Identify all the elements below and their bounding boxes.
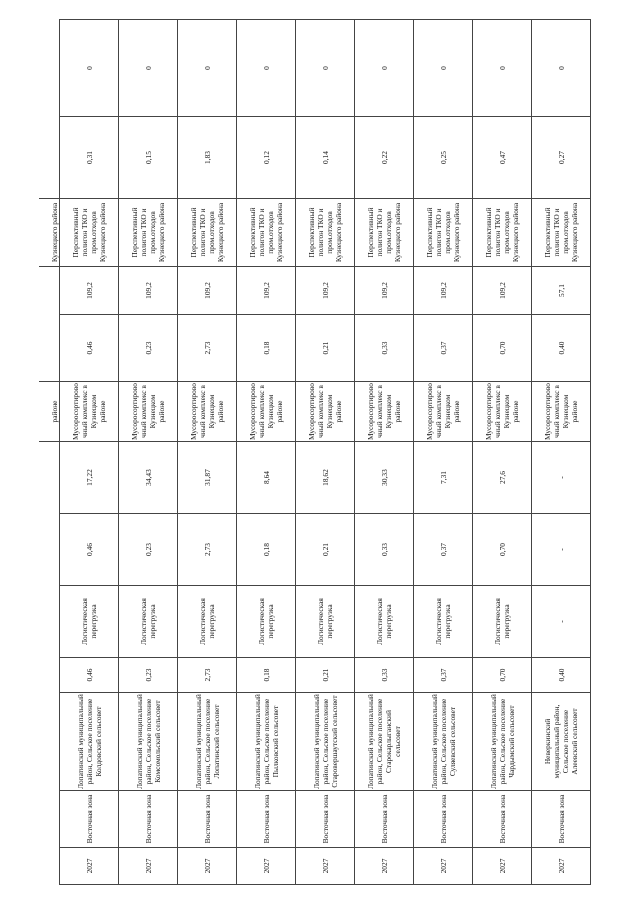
cell-c9: 0,33 [355, 315, 414, 382]
cell-year: 2027 [237, 848, 296, 885]
cell-c10: 57,1 [532, 267, 591, 315]
cell-reason: Логистическая перегрузка [119, 586, 178, 658]
cell-c7: - [532, 442, 591, 514]
cell-reason: Логистическая перегрузка [237, 586, 296, 658]
cell-c6: 0,21 [296, 514, 355, 586]
table-row [355, 20, 414, 885]
cell-landfill: Перспективный полигон ТКО и пром.отходов Кузнецкого района [414, 199, 473, 267]
table-row-continuation [39, 20, 60, 885]
cell-year: 2027 [473, 848, 532, 885]
cell-year: 2027 [60, 848, 119, 885]
cell-facility: Мусоросортировочный комплекс в Кузнецком районе [119, 382, 178, 442]
table-row [60, 20, 119, 885]
cell-zone: Восточная зона [296, 791, 355, 848]
cell-reason: Логистическая перегрузка [355, 586, 414, 658]
cell-location: Лопатинский муниципальный район, Сельское поселение Суляевский сельсовет [414, 693, 473, 791]
cell-c12: 0,27 [532, 117, 591, 199]
cell-c10: 109,2 [473, 267, 532, 315]
cell-c10: 109,2 [355, 267, 414, 315]
cell-c7: 30,33 [355, 442, 414, 514]
cell-c7: 27,6 [473, 442, 532, 514]
cell-zone: Восточная зона [532, 791, 591, 848]
cell-year: 2027 [296, 848, 355, 885]
cell-c13: 0 [355, 20, 414, 117]
cell-c6: 2,73 [178, 514, 237, 586]
cell-location: Лопатинский муниципальный район, Сельское поселение Колдовский сельсовет [60, 693, 119, 791]
cell-c10: 109,2 [178, 267, 237, 315]
table-row [119, 20, 178, 885]
cell-c4: 0,70 [473, 658, 532, 693]
cell-c9: 0,37 [414, 315, 473, 382]
cell-c9: 0,21 [296, 315, 355, 382]
cell-c4: 0,40 [532, 658, 591, 693]
cell-c9: 0,46 [60, 315, 119, 382]
cell-c6: 0,18 [237, 514, 296, 586]
cell-c10: 109,2 [119, 267, 178, 315]
cell-c12: 0,47 [473, 117, 532, 199]
cell-zone: Восточная зона [414, 791, 473, 848]
cell-c12: 1,83 [178, 117, 237, 199]
cell-facility: Мусоросортировочный комплекс в Кузнецком районе [296, 382, 355, 442]
cell-location: Лопатинский муниципальный район, Сельское поселение Пылковский сельсовет [237, 693, 296, 791]
cell-location: Лопатинский муниципальный район, Сельское поселение Старовершаутский сельсовет [296, 693, 355, 791]
cell-year: 2027 [355, 848, 414, 885]
cell-reason: - [532, 586, 591, 658]
cell-c4: 0,46 [60, 658, 119, 693]
cell-year: 2027 [119, 848, 178, 885]
cell-c4: 0,23 [119, 658, 178, 693]
cell-zone: Восточная зона [355, 791, 414, 848]
cell-landfill: Перспективный полигон ТКО и пром.отходов Кузнецкого района [119, 199, 178, 267]
cell-facility: Мусоросортировочный комплекс в Кузнецком районе [178, 382, 237, 442]
cell-c4: 2,73 [178, 658, 237, 693]
cell-c9: 0,70 [473, 315, 532, 382]
cell-reason: Логистическая перегрузка [296, 586, 355, 658]
cell-c6: 0,23 [119, 514, 178, 586]
cell-location: Неверкинский муниципальный район, Сельское поселение Алеевский сельсовет [532, 693, 591, 791]
continuation-cell-landfill: Кузнецкого района [39, 199, 60, 267]
cell-c6: - [532, 514, 591, 586]
cell-reason: Логистическая перегрузка [178, 586, 237, 658]
cell-c7: 17,22 [60, 442, 119, 514]
cell-landfill: Перспективный полигон ТКО и пром.отходов Кузнецкого района [60, 199, 119, 267]
continuation-cell-facility: районе [39, 382, 60, 442]
cell-reason: Логистическая перегрузка [473, 586, 532, 658]
cell-zone: Восточная зона [119, 791, 178, 848]
cell-landfill: Перспективный полигон ТКО и пром.отходов Кузнецкого района [473, 199, 532, 267]
cell-year: 2027 [532, 848, 591, 885]
cell-c10: 109,2 [60, 267, 119, 315]
cell-landfill: Перспективный полигон ТКО и пром.отходов Кузнецкого района [237, 199, 296, 267]
cell-year: 2027 [414, 848, 473, 885]
cell-c4: 0,21 [296, 658, 355, 693]
cell-landfill: Перспективный полигон ТКО и пром.отходов Кузнецкого района [178, 199, 237, 267]
cell-c12: 0,22 [355, 117, 414, 199]
cell-c7: 31,87 [178, 442, 237, 514]
cell-c9: 0,23 [119, 315, 178, 382]
cell-c4: 0,33 [355, 658, 414, 693]
cell-c6: 0,33 [355, 514, 414, 586]
cell-zone: Восточная зона [237, 791, 296, 848]
cell-c4: 0,18 [237, 658, 296, 693]
cell-location: Лопатинский муниципальный район, Сельское поселение Лопатинский сельсовет [178, 693, 237, 791]
cell-c13: 0 [296, 20, 355, 117]
cell-c9: 0,40 [532, 315, 591, 382]
cell-c13: 0 [237, 20, 296, 117]
cell-reason: Логистическая перегрузка [414, 586, 473, 658]
cell-landfill: Перспективный полигон ТКО и пром.отходов Кузнецкого района [355, 199, 414, 267]
cell-zone: Восточная зона [473, 791, 532, 848]
cell-c9: 2,73 [178, 315, 237, 382]
cell-c12: 0,12 [237, 117, 296, 199]
cell-zone: Восточная зона [178, 791, 237, 848]
cell-zone: Восточная зона [60, 791, 119, 848]
cell-c6: 0,37 [414, 514, 473, 586]
cell-c6: 0,46 [60, 514, 119, 586]
cell-c6: 0,70 [473, 514, 532, 586]
cell-location: Лопатинский муниципальный район, Сельское поселение Чардымский сельсовет [473, 693, 532, 791]
cell-c12: 0,14 [296, 117, 355, 199]
cell-location: Лопатинский муниципальный район, Сельское поселение Комсомольский сельсовет [119, 693, 178, 791]
cell-c12: 0,25 [414, 117, 473, 199]
table-row [237, 20, 296, 885]
cell-c10: 109,2 [237, 267, 296, 315]
cell-c7: 8,64 [237, 442, 296, 514]
rotated-table-container [39, 20, 595, 885]
table-row [296, 20, 355, 885]
cell-c12: 0,31 [60, 117, 119, 199]
cell-c7: 18,62 [296, 442, 355, 514]
cell-c13: 0 [473, 20, 532, 117]
cell-landfill: Перспективный полигон ТКО и пром.отходов Кузнецкого района [296, 199, 355, 267]
cell-c9: 0,18 [237, 315, 296, 382]
cell-c13: 0 [414, 20, 473, 117]
cell-facility: Мусоросортировочный комплекс в Кузнецком районе [414, 382, 473, 442]
waste-flow-table [39, 19, 591, 885]
cell-facility: Мусоросортировочный комплекс в Кузнецком районе [473, 382, 532, 442]
cell-c12: 0,15 [119, 117, 178, 199]
cell-c10: 109,2 [414, 267, 473, 315]
cell-year: 2027 [178, 848, 237, 885]
cell-facility: Мусоросортировочный комплекс в Кузнецком районе [237, 382, 296, 442]
table-row [473, 20, 532, 885]
table-row [532, 20, 591, 885]
cell-facility: Мусоросортировочный комплекс в Кузнецком районе [532, 382, 591, 442]
cell-c13: 0 [178, 20, 237, 117]
cell-facility: Мусоросортировочный комплекс в Кузнецком районе [60, 382, 119, 442]
table-row [414, 20, 473, 885]
cell-c10: 109,2 [296, 267, 355, 315]
cell-c7: 34,43 [119, 442, 178, 514]
cell-reason: Логистическая перегрузка [60, 586, 119, 658]
cell-landfill: Перспективный полигон ТКО и пром.отходов Кузнецкого района [532, 199, 591, 267]
table-row [178, 20, 237, 885]
cell-c7: 7,31 [414, 442, 473, 514]
cell-c13: 0 [532, 20, 591, 117]
cell-c4: 0,37 [414, 658, 473, 693]
cell-c13: 0 [119, 20, 178, 117]
cell-c13: 0 [60, 20, 119, 117]
cell-location: Лопатинский муниципальный район, Сельское поселение Старокарлыганский сельсовет [355, 693, 414, 791]
cell-facility: Мусоросортировочный комплекс в Кузнецком районе [355, 382, 414, 442]
